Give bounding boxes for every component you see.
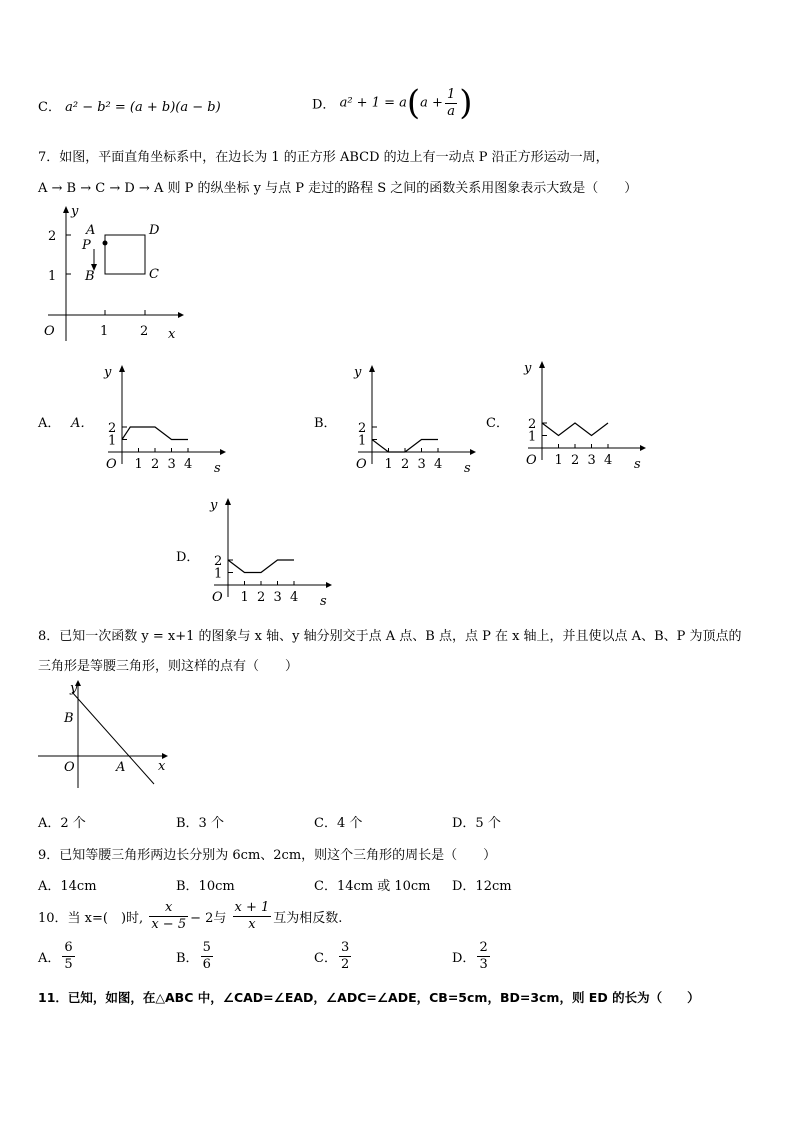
fig7-point-b: B: [85, 269, 95, 284]
q7-option-c-label: C．: [486, 416, 509, 431]
fig7-ytick-2: 2: [48, 229, 57, 244]
graph-x-tick-label: 3: [417, 457, 426, 472]
fig7-x-label: x: [168, 327, 176, 342]
graph-y-label: y: [104, 365, 112, 380]
q6-option-d-label: D．: [312, 97, 336, 113]
fig7-xtick-2: 2: [140, 324, 149, 339]
graph-s-label: s: [634, 457, 641, 470]
q8-stem-line1: 8．已知一次函数 y = x+1 的图象与 x 轴、y 轴分别交于点 A 点、B 点，点 P 在 x 轴上，并且使以点 A、B、P 为顶点的: [38, 629, 742, 644]
graph-y-arrow: [225, 498, 231, 505]
graph-y-tick-label: 2: [358, 421, 367, 436]
graph-origin: O: [526, 453, 537, 468]
fig8-y-label: y: [70, 681, 78, 696]
graph-y-label: y: [210, 498, 218, 513]
fig7-point-d: D: [149, 223, 160, 238]
graph-x-tick-label: 2: [151, 457, 160, 472]
q9-option-c: C．14cm 或 10cm: [314, 879, 431, 894]
fig7-ytick-1: 1: [48, 269, 57, 284]
graph-y-tick-label: 1: [108, 433, 117, 449]
fig7-xtick-1: 1: [100, 324, 109, 339]
graph-y-tick-label: 1: [214, 566, 223, 582]
q7-square-figure: [38, 203, 188, 343]
q7-graph-b: [350, 362, 480, 474]
graph-s-label: s: [464, 461, 471, 474]
graph-s-label: s: [320, 594, 327, 609]
graph-x-arrow: [640, 445, 646, 451]
graph-origin: O: [106, 457, 117, 472]
graph-y-tick-label: 2: [214, 554, 223, 569]
graph-x-tick-label: 3: [273, 590, 282, 605]
graph-y-arrow: [369, 365, 375, 372]
q10-suffix: 互为相反数.: [273, 911, 343, 926]
graph-y-tick-label: 2: [108, 421, 117, 436]
q7-option-a-label: A．: [38, 416, 61, 431]
q8-stem-line2: 三角形是等腰三角形，则这样的点有（ ）: [38, 659, 299, 674]
graph-curve: [228, 560, 294, 573]
graph-origin: O: [356, 457, 367, 472]
q8-option-c: C．4 个: [314, 816, 363, 831]
q6-option-d: D． a² + 1 = a(a + $\frac{1}{a}$ ): [312, 83, 473, 123]
graph-x-tick-label: 3: [587, 453, 596, 468]
q10-option-a: A． $\frac{6}{5}$: [38, 940, 73, 972]
graph-x-tick-label: 4: [434, 457, 443, 472]
graph-y-arrow: [119, 365, 125, 372]
q11-stem: 11．已知，如图，在△ABC 中，∠CAD=∠EAD，∠ADC=∠ADE，CB=5cm，BD=3cm，则 ED 的长为（ ）: [38, 990, 700, 1005]
q9-stem: 9．已知等腰三角形两边长分别为 6cm、2cm，则这个三角形的周长是（ ）: [38, 848, 497, 863]
graph-x-tick-label: 1: [240, 590, 249, 605]
fig7-point-p: P: [82, 238, 91, 253]
q7-graph-c: [520, 358, 650, 470]
q8-option-a: A．2 个: [38, 816, 86, 831]
fig7-point-c: C: [149, 267, 159, 282]
q7-graph-d: [206, 495, 346, 611]
graph-curve: [122, 427, 188, 440]
q6-option-c-expr: a² − b² = (a + b)(a − b): [65, 100, 221, 115]
q7-option-a-extra: A．: [71, 416, 94, 431]
graph-y-tick-label: 1: [528, 429, 537, 445]
q10-option-d: D． $\frac{2}{3}$: [452, 940, 488, 972]
graph-s-label: s: [214, 461, 221, 474]
q10-fraction-2: $\frac{x + 1}{x}$: [234, 900, 270, 932]
q6-option-d-expr-left: a² + 1 = a: [339, 95, 407, 111]
q7-option-b-label: B．: [314, 416, 337, 431]
q10-option-b: B． $\frac{5}{6}$: [176, 940, 211, 972]
fig8-origin: O: [64, 760, 75, 775]
fig8-point-b: B: [64, 711, 74, 726]
graph-y-label: y: [354, 365, 362, 380]
q9-option-a: A．14cm: [38, 879, 97, 894]
q7-graph-a: [100, 362, 230, 474]
graph-x-tick-label: 4: [290, 590, 299, 605]
q6-option-d-fraction: $\frac{1}{a}$: [446, 86, 456, 119]
graph-x-tick-label: 1: [554, 453, 563, 468]
graph-y-label: y: [524, 361, 532, 376]
q9-option-b: B．10cm: [176, 879, 235, 894]
q6-option-c: [38, 96, 221, 115]
graph-y-tick-label: 2: [528, 417, 537, 432]
fig8-x-label: x: [158, 759, 166, 774]
graph-y-arrow: [539, 361, 545, 368]
q10-mid: − 2与: [190, 911, 227, 926]
q7-stem-line1: 7．如图，平面直角坐标系中，在边长为 1 的正方形 ABCD 的边上有一动点 P 沿正方形运动一周，: [38, 150, 609, 165]
q10-prefix: 10．当 x=( )时,: [38, 911, 144, 926]
graph-x-tick-label: 4: [184, 457, 193, 472]
fig7-origin: O: [44, 324, 55, 339]
q9-option-d: D．12cm: [452, 879, 512, 894]
graph-x-arrow: [220, 449, 226, 455]
fig7-y-label: y: [71, 204, 79, 219]
q8-option-b: B．3 个: [176, 816, 224, 831]
q7-stem-line2: A → B → C → D → A 则 P 的纵坐标 y 与点 P 走过的路程 S 之间的函数关系用图象表示大致是（ ）: [38, 181, 638, 196]
graph-origin: O: [212, 590, 223, 605]
q6-option-c-label: C．: [38, 100, 61, 115]
graph-x-arrow: [470, 449, 476, 455]
fig7-point-a: A: [86, 223, 96, 238]
fig8-point-a: A: [116, 760, 126, 775]
graph-x-tick-label: 2: [571, 453, 580, 468]
graph-x-tick-label: 3: [167, 457, 176, 472]
graph-x-tick-label: 1: [384, 457, 393, 472]
graph-y-tick-label: 1: [358, 433, 367, 449]
q10-fraction-1: $\frac{x}{x - 5}$: [151, 900, 187, 932]
graph-x-tick-label: 1: [134, 457, 143, 472]
graph-x-tick-label: 2: [401, 457, 410, 472]
q6-option-d-paren-inner: a +: [420, 95, 443, 111]
graph-x-tick-label: 2: [257, 590, 266, 605]
graph-x-arrow: [326, 582, 332, 588]
q8-line-figure: [36, 678, 176, 790]
q8-option-d: D．5 个: [452, 816, 501, 831]
graph-x-tick-label: 4: [604, 453, 613, 468]
q10-option-c: C． $\frac{3}{2}$: [314, 940, 350, 972]
graph-curve: [542, 423, 608, 436]
q10-stem: [38, 900, 342, 933]
q7-option-d-label: D．: [176, 550, 200, 565]
